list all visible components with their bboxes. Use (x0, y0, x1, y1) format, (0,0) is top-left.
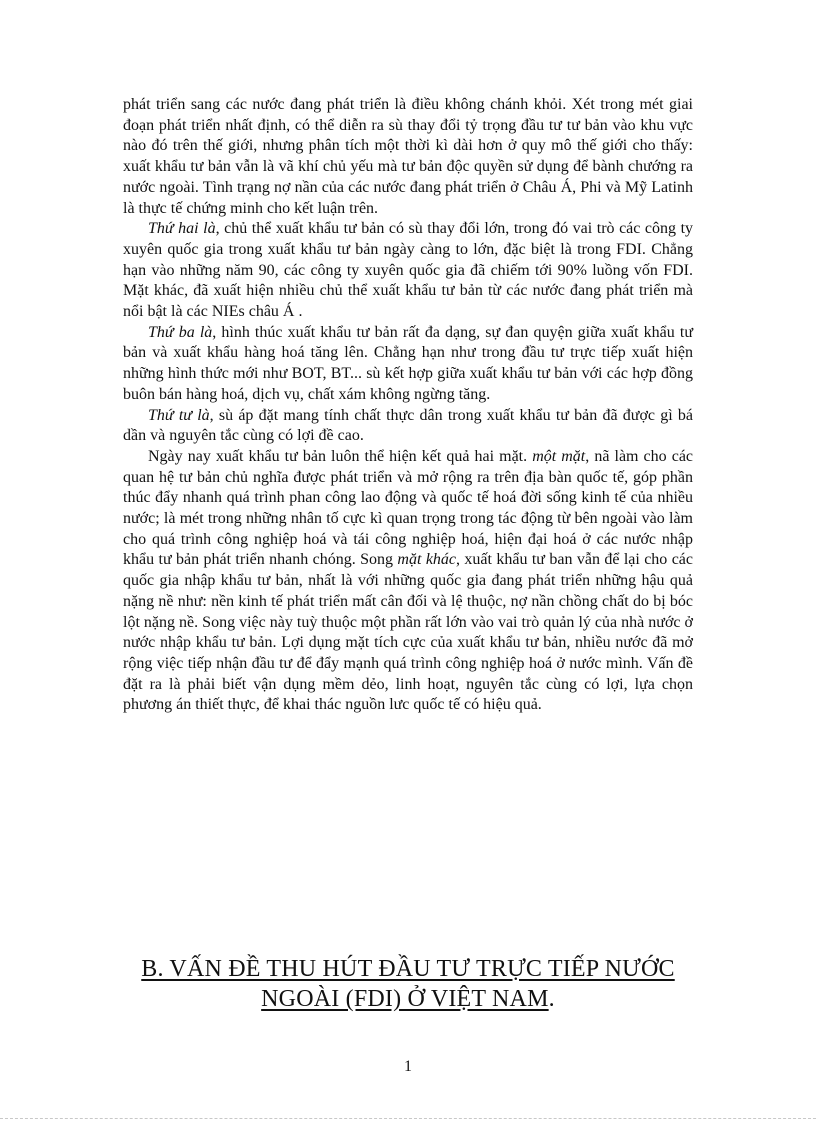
section-heading (100, 954, 716, 1014)
page-bottom-divider (0, 1118, 816, 1119)
paragraph-3-text: , hình thúc xuất khẩu tư bản rất đa dạng, sự đan quyện giữa xuất khẩu tư bản và xuất khẩu hàng hoá tăng lên. Chẳng hạn như trong đầu tư trực tiếp xuất hiện những hình thức mới như BOT, BT... sù kết hợp giữa xuất khẩu tư bản với các hợp đồng buôn bán hàng hoá, dịch vụ, chất xám không ngừng tăng. (123, 323, 693, 403)
paragraph-2-text: , chủ thể xuất khẩu tư bản có sù thay đổi lớn, trong đó vai trò các công ty xuyên quốc gia trong xuất khẩu tư bản ngày càng to lớn, đặc biệt là trong FDI. Chẳng hạn vào những năm 90, các công ty xuyên quốc gia đã chiếm tới 90% luồng vốn FDI. Mặt khác, đã xuất hiện nhiều chủ thể xuất khẩu tư bản từ các nước đang phát triển mà nổi bật là các NIEs châu Á . (123, 220, 694, 321)
paragraph-2 (123, 219, 693, 323)
page-number: 1 (404, 1058, 412, 1075)
paragraph-5-text-c: , xuất khẩu tư ban vẫn để lại cho các quốc gia nhập khẩu tư bản, nhất là với những quốc gia đang phát triển những hậu quả nặng nề như: nền kinh tế phát triển mất cân đối và lệ thuộc, nợ nần chồng chất do bị bóc lột nặng nề. Song việc này tuỳ thuộc một phần rất lớn vào vai trò quản lý của nhà nước ở nước nhập khẩu tư bản. Lợi dụng mặt tích cực của xuất khẩu tư bản, nhiều nước đã mở rộng việc tiếp nhận đầu tư để đẩy mạnh quá trình công nghiệp hoá ở nước mình. Vấn đề đặt ra là phải biết vận dụng mềm dẻo, linh hoạt, nguyên tắc cùng có lợi, lựa chọn phương án thiết thực, để khai thác nguồn lưc quốc tế có hiệu quả. (123, 551, 693, 714)
paragraph-5 (123, 447, 693, 716)
document-body (123, 95, 693, 716)
paragraph-1 (123, 95, 693, 219)
paragraph-1-text: phát triển sang các nước đang phát triển là điều không chánh khỏi. Xét trong mét giai đoạn phát triển nhất định, có thể diễn ra sù thay đổi tỷ trọng đầu tư tư bản vào khu vực nào đó trên thế giới, nhưng phân tích một thời kì dài hơn ở quy mô thế giới cho thấy: xuất khẩu tư bản vẫn là vã khí chủ yếu mà tư bản độc quyền sử dụng để bành chướng ra nước ngoài. Tình trạng nợ nần của các nước đang phát triển ở Châu Á, Phi và Mỹ Latinh là thực tế chứng minh cho kết luận trên. (123, 96, 693, 217)
paragraph-5-text-a: Ngày nay xuất khẩu tư bản luôn thể hiện kết quả hai mặt. (148, 447, 533, 465)
paragraph-4-text: , sù áp đặt mang tính chất thực dân trong xuất khẩu tư bản đã được gì bá dần và nguyên tắc cùng có lợi đề cao. (123, 406, 693, 445)
paragraph-3-lead: Thứ ba là (148, 323, 213, 341)
paragraph-3 (123, 323, 693, 406)
section-heading-line-2-text: NGOÀI (FDI) Ở VIỆT NAM (261, 986, 549, 1012)
section-heading-line-2 (100, 984, 716, 1014)
paragraph-5-emphasis-1: một mặt (532, 447, 586, 465)
section-heading-line-1: B. VẤN ĐỀ THU HÚT ĐẦU TƯ TRỰC TIẾP NƯỚC (141, 956, 675, 982)
paragraph-5-emphasis-2: mặt khác (397, 551, 457, 569)
paragraph-5-text-b: , nã làm cho các quan hệ tư bản chủ nghĩa được phát triển và mở rộng ra trên địa bàn quốc tế, góp phần thúc đẩy nhanh quá trình phan công lao động và quốc tế hoá đời sống kinh tế của nhiều nước; là mét trong những nhân tố cực kì quan trọng trong tác động từ bên ngoài vào làm cho quá trình công nghiệp hoá và tái công nghiệp hoá, hiện đại hoá ở các nước nhập khẩu tư bản phát triển nhanh chóng. Song (123, 447, 694, 569)
paragraph-4-lead: Thứ tư là (148, 406, 210, 424)
paragraph-4 (123, 406, 693, 447)
paragraph-2-lead: Thứ hai là (148, 220, 216, 238)
section-heading-period: . (548, 986, 555, 1012)
